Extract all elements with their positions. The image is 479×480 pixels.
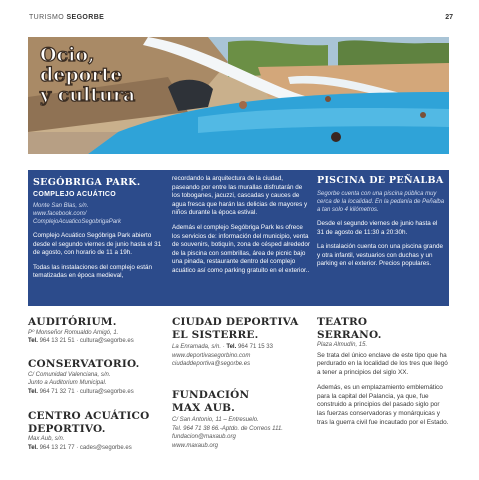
hero-title-line: y cultura — [40, 84, 136, 106]
conservatorio-listing — [28, 358, 168, 396]
centro-acuatico-contact — [28, 444, 168, 453]
auditorium-listing — [28, 316, 168, 346]
fundacion-address: C/ San Antonio, 11 – Entresuelo. — [172, 417, 259, 423]
piscina-paragraph: Desde el segundo viernes de junio hasta el 31 de agosto de 11:30 a 20:30h. — [317, 220, 438, 236]
auditorium-tel: 964 13 21 51 · cultura@segorbe.es — [39, 338, 134, 344]
piscina-paragraph: La instalación cuenta con una piscina grande y otra infantil, vestuarios con duchas y un parking en el exterior. Precios populares. — [317, 243, 444, 268]
hero-title-line: deporte — [40, 64, 123, 86]
conservatorio-tel: 964 71 32 71 · cultura@segorbe.es — [39, 388, 134, 395]
teatro-paragraph: Además, es un emplazamiento emblemático para la capital del Palancia, ya que, fue construido a principios del pasado siglo por las fuerzas conservadoras y monárquicas y tras la guerra civil fue incautado por el Estado. — [317, 383, 449, 427]
teatro-paragraph: Se trata del único enclave de este tipo que ha perdurado en la localidad de los tres que llegó a tener a principios del siglo XX. — [317, 351, 448, 377]
ciudad-deportiva-web[interactable]: www.deportivasegorbino.com — [172, 352, 251, 359]
segobriga-web: www.facebook.com/ — [33, 211, 87, 217]
conservatorio-contact — [28, 388, 168, 397]
centro-acuatico-address: Max Aub, s/n. — [28, 436, 65, 442]
segobriga-address: Monte San Blas, s/n. — [33, 203, 89, 209]
fundacion-email[interactable]: fundacion@maxaub.org — [172, 434, 236, 440]
tel-label: Tel. — [226, 344, 237, 350]
ciudad-deportiva-tel: 964 71 15 33 — [237, 344, 273, 350]
centro-acuatico-tel: 964 13 21 77 · cades@segorbe.es — [39, 444, 132, 451]
teatro-listing — [317, 316, 449, 428]
segobriga-meta — [33, 202, 165, 226]
auditorium-title: AUDITÓRIUM. — [28, 316, 117, 328]
page-number: 27 — [445, 14, 453, 21]
tel-label: Tel. — [28, 388, 38, 395]
segobriga-web-path: ComplejoAcuaticoSegobrigaPark — [33, 219, 122, 225]
fundacion-tel: Tel. 964 71 38 66.-Aptdo. de Correos 111. — [172, 425, 283, 432]
piscina-meta: Segorbe cuenta con una piscina pública muy cerca de la localidad. En la pedanía de Peñalba a tan solo 4 kilómetros. — [317, 191, 445, 213]
middle-column — [172, 175, 310, 276]
piscina-title: PISCINA DE PEÑALBA — [317, 175, 444, 186]
brand-name: SEGORBE — [66, 14, 105, 21]
tel-label: Tel. — [28, 444, 38, 451]
page-header — [29, 14, 453, 28]
segobriga-subtitle: COMPLEJO ACUÁTICO — [33, 191, 117, 198]
segobriga-column — [33, 177, 165, 281]
ciudad-deportiva-title: EL SISTERRE. — [172, 328, 259, 341]
ciudad-deportiva-title: CIUDAD DEPORTIVA — [172, 316, 299, 328]
fundacion-title: FUNDACIÓN — [172, 389, 250, 401]
segobriga-title: SEGÓBRIGA PARK. — [33, 177, 141, 188]
hero-title-line: Ocio, — [40, 44, 95, 66]
segobriga-paragraph: Complejo Acuático Segóbriga Park abierto desde el segundo viernes de junio hasta el 31 de agosto, con horario de 11 a 19h. — [33, 232, 162, 257]
auditorium-address: Pº Monseñor Romualdo Amigó, 1. — [28, 329, 119, 336]
hero-photo — [28, 37, 449, 154]
info-box — [28, 170, 449, 306]
conservatorio-title: CONSERVATORIO. — [28, 358, 140, 370]
middle-paragraph: Además el complejo Segóbriga Park les ofrece los servicios de: información del municipio, venta de souvenirs, botiquín, zona de césped alrededor de la piscina con sombrillas, área de picnic bajo una pinada, restaurante dentro del complejo acuático así como parking gratuito en el exterior.. — [172, 223, 310, 274]
middle-paragraph: recordando la arquitectura de la ciudad, paseando por entre las murallas disfrutarán de los toboganes, jacuzzi, cascadas y cauces de agua fresca que harán las delicias de mayores y niños durante la época estival. — [172, 175, 308, 217]
brand-prefix: TURISMO — [29, 14, 65, 21]
teatro-title: TEATRO — [317, 316, 368, 328]
hero-title — [40, 45, 180, 105]
fundacion-web[interactable]: www.maxaub.org — [172, 442, 219, 449]
fundacion-title: MAX AUB. — [172, 401, 236, 414]
ciudad-deportiva-address: La Enramada, s/n. · — [172, 344, 225, 350]
auditorium-contact — [28, 337, 168, 346]
conservatorio-address: Junto a Auditorium Municipal. — [28, 380, 107, 386]
teatro-address: Plaza Almudín, 15. — [317, 342, 368, 348]
teatro-title: SERRANO. — [317, 328, 382, 341]
ciudad-deportiva-contact — [172, 343, 312, 352]
piscina-column — [317, 175, 446, 269]
centro-acuatico-title: CENTRO ACUÁTICO — [28, 410, 150, 422]
tel-label: Tel. — [28, 338, 38, 344]
centro-acuatico-listing — [28, 410, 168, 452]
brand — [29, 14, 104, 21]
ciudad-deportiva-listing — [172, 316, 312, 369]
centro-acuatico-title: DEPORTIVO. — [28, 422, 106, 435]
ciudad-deportiva-email[interactable]: ciudaddeportiva@segorbe.es — [172, 361, 251, 367]
conservatorio-address: C/ Comunidad Valenciana, s/n. — [28, 371, 111, 378]
fundacion-listing — [172, 389, 312, 450]
segobriga-paragraph: Todas las instalaciones del complejo están tematizadas en época medieval, — [33, 263, 153, 280]
